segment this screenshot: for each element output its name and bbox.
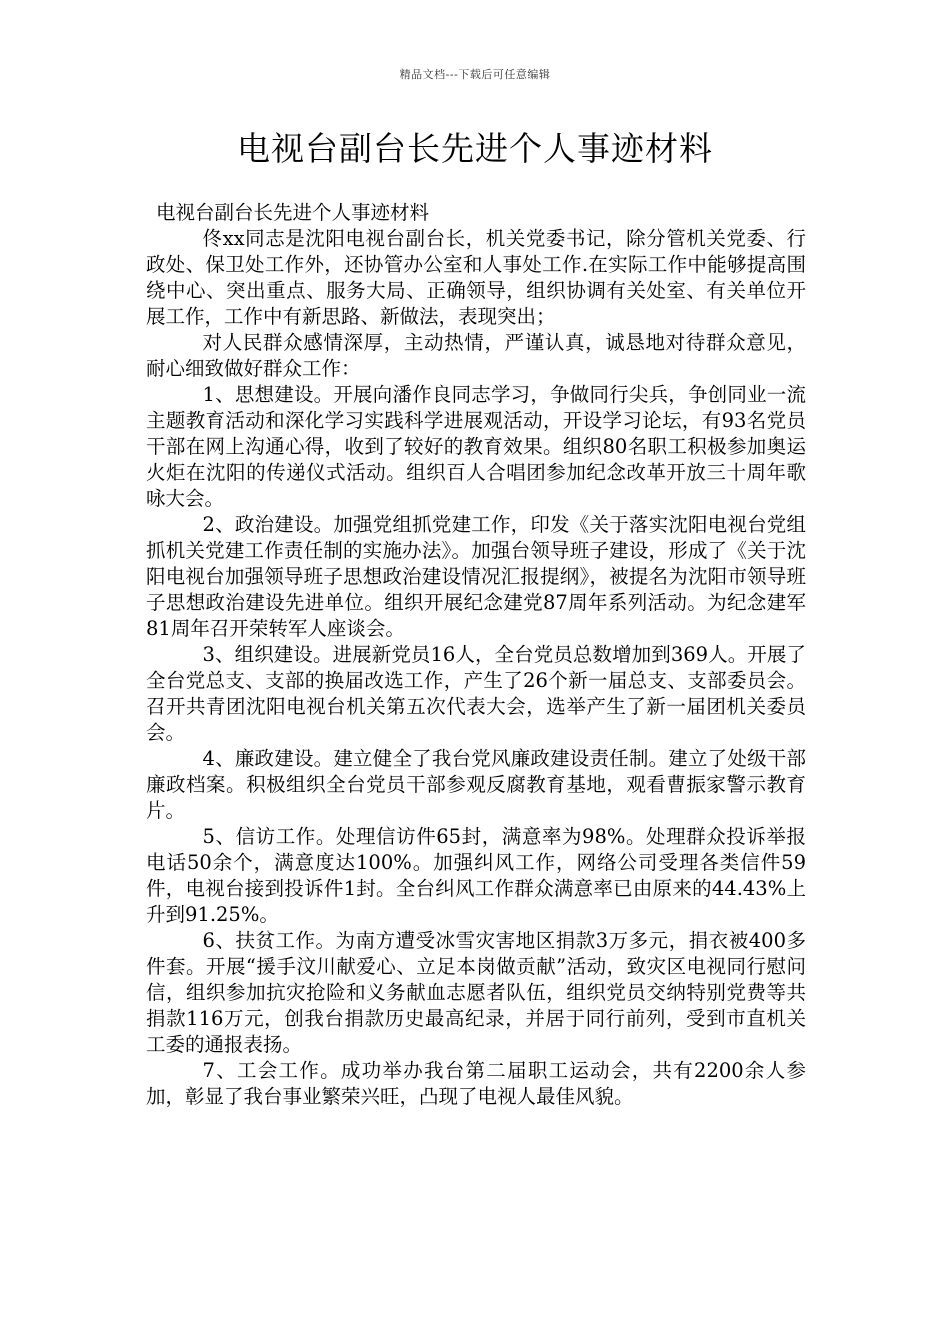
paragraph-union-work: 7、工会工作。成功举办我台第二届职工运动会，共有2200余人参加，彰显了我台事业繁荣兴旺，凸现了电视人最佳风貌。 [146,1059,806,1108]
paragraph-ideological-building: 1、思想建设。开展向潘作良同志学习，争做同行尖兵，争创同业一流主题教育活动和深化学习实践科学进展观活动，开设学习论坛，有93名党员干部在网上沟通心得，收到了较好的教育效果。组织80名职工积极参加奥运火炬在沈阳的传递仪式活动。组织百人合唱团参加纪念改革开放三十周年歌咏大会。 [146,383,806,510]
paragraph-intro: 佟xx同志是沈阳电视台副台长，机关党委书记，除分管机关党委、行政处、保卫处工作外，还协管办公室和人事处工作.在实际工作中能够提高围绕中心、突出重点、服务大局、正确领导，组织协调有关处室、有关单位开展工作，工作中有新思路、新做法，表现突出； [146,227,806,328]
document-title: 电视台副台长先进个人事迹材料 [237,129,713,168]
page-header-note: 精品文档---下载后可任意编辑 [399,68,551,81]
paragraph-petition-work: 5、信访工作。处理信访件65封，满意率为98%。处理群众投诉举报电话50余个，满意度达100%。加强纠风工作，网络公司受理各类信件59件，电视台接到投诉件1封。全台纠风工作群众满意率已由原来的44.43%上升到91.25%。 [146,825,806,926]
document-subtitle: 电视台副台长先进个人事迹材料 [156,201,430,224]
paragraph-poverty-relief: 6、扶贫工作。为南方遭受冰雪灾害地区捐款3万多元，捐衣被400多件套。开展“援手汶川献爱心、立足本岗做贡献”活动，致灾区电视同行慰问信，组织参加抗灾抢险和义务献血志愿者队伍，组织党员交纳特别党费等共捐款116万元，创我台捐款历史最高纪录，并居于同行前列，受到市直机关工委的通报表扬。 [146,929,806,1056]
paragraph-integrity-building: 4、廉政建设。建立健全了我台党风廉政建设责任制。建立了处级干部廉政档案。积极组织全台党员干部参观反腐教育基地，观看曹振家警示教育片。 [146,747,806,822]
document-body [146,200,806,1110]
paragraph-political-building: 2、政治建设。加强党组抓党建工作，印发《关于落实沈阳电视台党组抓机关党建工作责任制的实施办法》。加强台领导班子建设，形成了《关于沈阳电视台加强领导班子思想政治建设情况汇报提纲》，被提名为沈阳市领导班子思想政治建设先进单位。组织开展纪念建党87周年系列活动。为纪念建军81周年召开荣转军人座谈会。 [146,513,806,640]
paragraph-attitude: 对人民群众感情深厚，主动热情，严谨认真，诚恳地对待群众意见，耐心细致做好群众工作： [146,331,806,380]
paragraph-organizational-building: 3、组织建设。进展新党员16人，全台党员总数增加到369人。开展了全台党总支、支部的换届改选工作，产生了26个新一届总支、支部委员会。召开共青团沈阳电视台机关第五次代表大会，选举产生了新一届团机关委员会。 [146,643,806,744]
